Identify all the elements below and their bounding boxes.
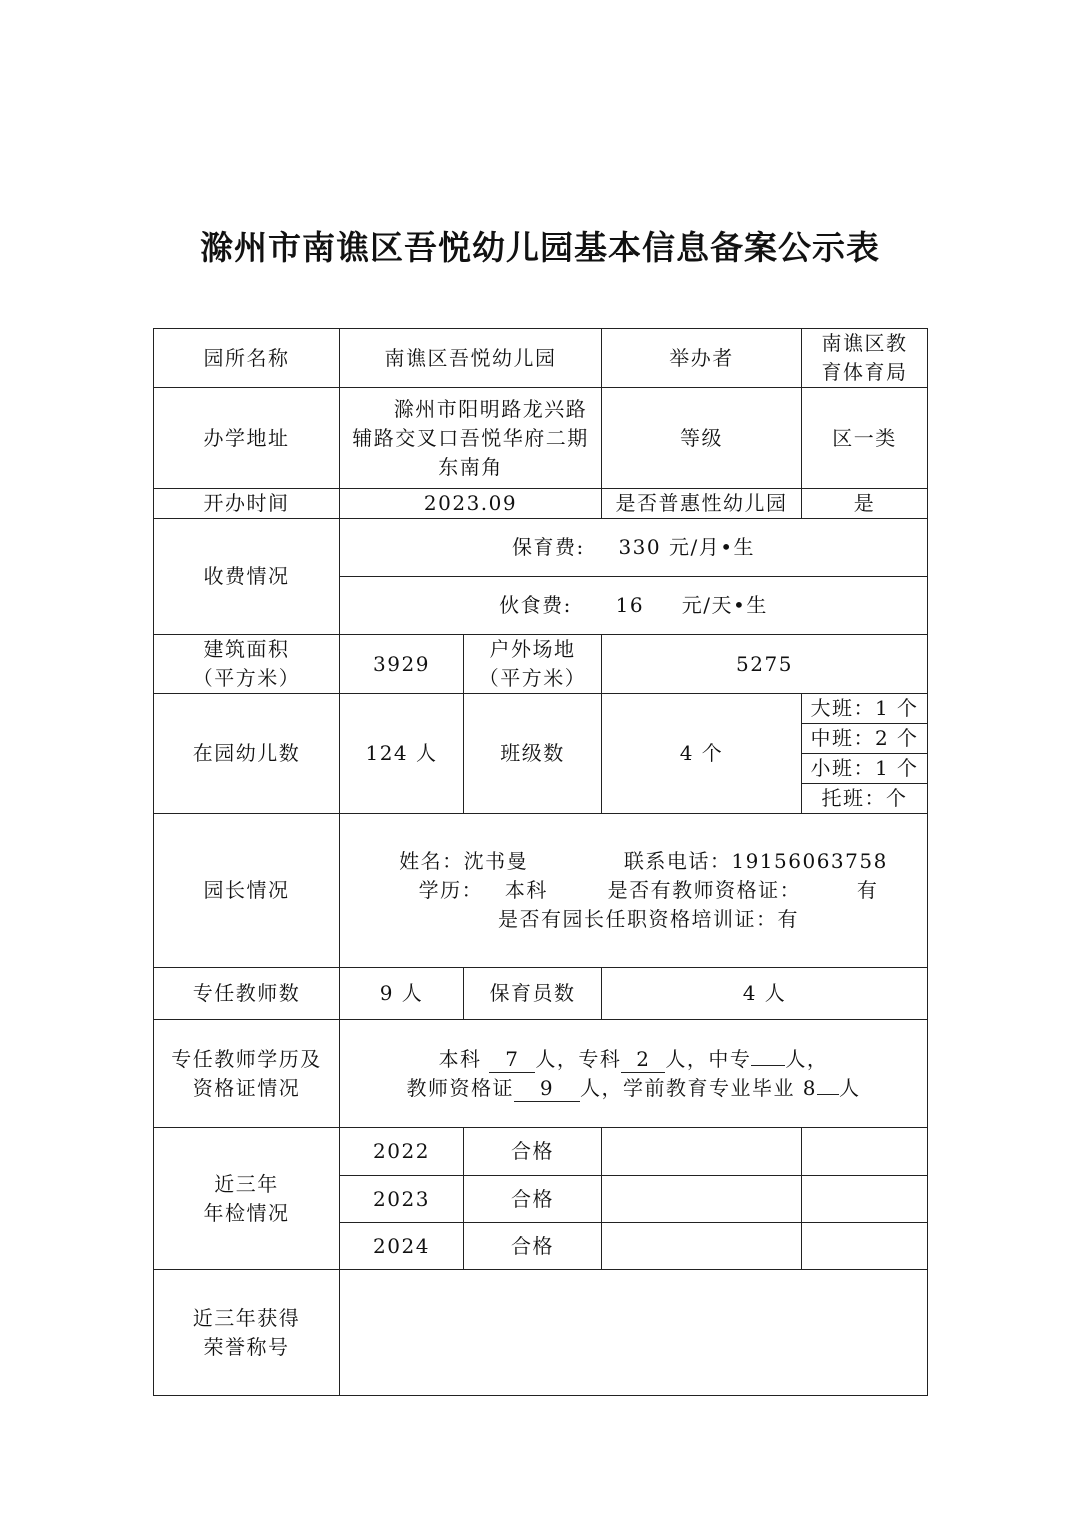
row-fees-care bbox=[154, 519, 928, 577]
principal-edu-value: 本科 bbox=[504, 878, 548, 902]
honors-label bbox=[154, 1270, 340, 1396]
row-kindergarten-name bbox=[154, 329, 928, 388]
opening-label: 开办时间 bbox=[154, 489, 340, 519]
college-label: 人，专科 bbox=[535, 1046, 622, 1071]
inspection-blank bbox=[802, 1176, 928, 1223]
grade-label: 等级 bbox=[602, 388, 802, 489]
inspection-label-line2: 年检情况 bbox=[203, 1200, 290, 1225]
inspection-result: 合格 bbox=[464, 1176, 602, 1223]
page-title: 滁州市南谯区吾悦幼儿园基本信息备案公示表 bbox=[200, 228, 880, 267]
row-teachers bbox=[154, 968, 928, 1020]
principal-training-label: 是否有园长任职资格培训证： bbox=[498, 907, 778, 931]
address-line2: 辅路交叉口吾悦华府二期 bbox=[352, 425, 589, 450]
inspection-blank bbox=[602, 1176, 802, 1223]
inspection-blank bbox=[602, 1223, 802, 1270]
row-address bbox=[154, 388, 928, 489]
principal-name-value: 沈书曼 bbox=[463, 849, 529, 873]
principal-cert-label: 是否有教师资格证： bbox=[607, 878, 802, 902]
row-children bbox=[154, 694, 928, 724]
bachelor-value: 7 bbox=[489, 1046, 535, 1073]
address-line1: 滁州市阳明路龙兴路 bbox=[393, 396, 588, 421]
qualification-info bbox=[340, 1020, 928, 1128]
inspection-label bbox=[154, 1128, 340, 1270]
children-value: 124 人 bbox=[340, 694, 464, 814]
principal-edu-label: 学历： bbox=[418, 878, 484, 902]
classes-value: 4 个 bbox=[602, 694, 802, 814]
principal-label: 园长情况 bbox=[154, 814, 340, 968]
class-breakdown-nursery: 托班：个 bbox=[802, 784, 928, 814]
nurses-label: 保育员数 bbox=[464, 968, 602, 1020]
inclusive-value: 是 bbox=[802, 489, 928, 519]
inspection-result: 合格 bbox=[464, 1223, 602, 1270]
inclusive-label: 是否普惠性幼儿园 bbox=[602, 489, 802, 519]
organizer-value bbox=[802, 329, 928, 388]
kindergarten-name-value: 南谯区吾悦幼儿园 bbox=[340, 329, 602, 388]
inspection-blank bbox=[802, 1223, 928, 1270]
cert-label: 教师资格证 bbox=[406, 1075, 514, 1100]
principal-info bbox=[340, 814, 928, 968]
inspection-year: 2022 bbox=[340, 1128, 464, 1176]
kindergarten-name-label: 园所名称 bbox=[154, 329, 340, 388]
preschool-value bbox=[817, 1094, 839, 1095]
inspection-year: 2024 bbox=[340, 1223, 464, 1270]
teachers-value: 9 人 bbox=[340, 968, 464, 1020]
meal-fee-value: 16 bbox=[615, 593, 645, 617]
outdoor-area-value: 5275 bbox=[602, 635, 928, 694]
building-area-label-line1: 建筑面积 bbox=[203, 637, 290, 661]
organizer-value-line2: 育体育局 bbox=[821, 360, 908, 384]
preschool-label: 人，学前教育专业毕业 8 bbox=[579, 1075, 818, 1100]
building-area-label-line2: （平方米） bbox=[192, 666, 301, 690]
row-principal bbox=[154, 814, 928, 968]
inspection-label-line1: 近三年 bbox=[214, 1171, 279, 1196]
address-label: 办学地址 bbox=[154, 388, 340, 489]
building-area-value: 3929 bbox=[340, 635, 464, 694]
class-breakdown-large: 大班：1 个 bbox=[802, 694, 928, 724]
organizer-label: 举办者 bbox=[602, 329, 802, 388]
college-value: 2 bbox=[621, 1046, 665, 1073]
class-breakdown-small: 小班：1 个 bbox=[802, 754, 928, 784]
children-label: 在园幼儿数 bbox=[154, 694, 340, 814]
fees-label: 收费情况 bbox=[154, 519, 340, 635]
row-opening bbox=[154, 489, 928, 519]
row-inspection bbox=[154, 1128, 928, 1176]
building-area-label bbox=[154, 635, 340, 694]
organizer-value-line1: 南谯区教 bbox=[821, 331, 908, 355]
qualification-label-line2: 资格证情况 bbox=[192, 1075, 301, 1100]
principal-phone-value: 19156063758 bbox=[731, 849, 888, 873]
honors-value bbox=[340, 1270, 928, 1396]
address-value bbox=[340, 388, 602, 489]
outdoor-area-label bbox=[464, 635, 602, 694]
principal-cert-value: 有 bbox=[856, 878, 879, 902]
info-table bbox=[153, 328, 928, 1396]
secondary-label: 人，中专 bbox=[665, 1046, 752, 1071]
honors-label-line2: 荣誉称号 bbox=[203, 1334, 290, 1359]
class-breakdown-middle: 中班：2 个 bbox=[802, 724, 928, 754]
row-qualification bbox=[154, 1020, 928, 1128]
bachelor-label: 本科 bbox=[438, 1046, 482, 1071]
row-honors bbox=[154, 1270, 928, 1396]
qualification-label bbox=[154, 1020, 340, 1128]
nurses-value: 4 人 bbox=[602, 968, 928, 1020]
qualification-end2: 人 bbox=[839, 1075, 861, 1100]
meal-fee-label: 伙食费: bbox=[499, 593, 572, 617]
opening-value: 2023.09 bbox=[340, 489, 602, 519]
care-fee-label: 保育费: bbox=[511, 535, 585, 559]
qualification-label-line1: 专任教师学历及 bbox=[171, 1046, 322, 1071]
principal-name-label: 姓名： bbox=[399, 849, 464, 873]
secondary-value bbox=[751, 1065, 785, 1066]
outdoor-area-label-line1: 户外场地 bbox=[489, 637, 576, 661]
care-fee-value: 330 元/月•生 bbox=[618, 535, 756, 559]
outdoor-area-label-line2: （平方米） bbox=[478, 666, 587, 690]
honors-label-line1: 近三年获得 bbox=[192, 1305, 301, 1330]
inspection-blank bbox=[802, 1128, 928, 1176]
meal-fee bbox=[340, 577, 928, 635]
inspection-blank bbox=[602, 1128, 802, 1176]
qualification-end1: 人， bbox=[785, 1046, 829, 1071]
principal-training-value: 有 bbox=[777, 907, 799, 931]
grade-value: 区一类 bbox=[802, 388, 928, 489]
principal-phone-label: 联系电话： bbox=[623, 849, 732, 873]
inspection-result: 合格 bbox=[464, 1128, 602, 1176]
row-area bbox=[154, 635, 928, 694]
meal-fee-unit: 元/天•生 bbox=[681, 593, 768, 617]
inspection-year: 2023 bbox=[340, 1176, 464, 1223]
cert-value: 9 bbox=[514, 1075, 580, 1102]
classes-label: 班级数 bbox=[464, 694, 602, 814]
teachers-label: 专任教师数 bbox=[154, 968, 340, 1020]
care-fee bbox=[340, 519, 928, 577]
address-line3: 东南角 bbox=[438, 454, 503, 479]
